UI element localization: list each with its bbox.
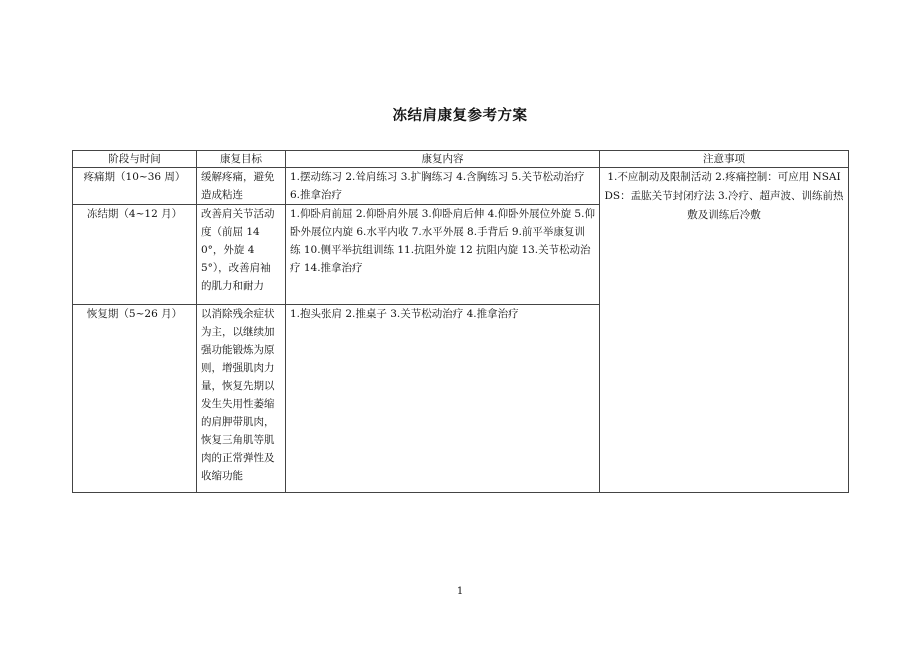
stage-cell: 疼痛期（10~36 周） bbox=[73, 168, 197, 205]
header-stage: 阶段与时间 bbox=[73, 151, 197, 168]
goal-cell: 改善肩关节活动度（前屈 140°，外旋 45°），改善肩袖的肌力和耐力 bbox=[197, 205, 286, 305]
goal-cell: 以消除残余症状为主，以继续加强功能锻炼为原则，增强肌肉力量，恢复先期以发生失用性萎缩的肩胛带肌肉，恢复三角肌等肌肉的正常弹性及收缩功能 bbox=[197, 305, 286, 493]
table-header-row bbox=[73, 151, 849, 168]
document-title: 冻结肩康复参考方案 bbox=[392, 108, 528, 124]
header-goal: 康复目标 bbox=[197, 151, 286, 168]
stage-cell: 冻结期（4~12 月） bbox=[73, 205, 197, 305]
header-notes: 注意事项 bbox=[600, 151, 849, 168]
rehab-plan-table bbox=[72, 150, 849, 493]
goal-cell: 缓解疼痛，避免造成粘连 bbox=[197, 168, 286, 205]
notes-cell: 1.不应制动及限制活动 2.疼痛控制：可应用 NSAIDS：盂肱关节封闭疗法 3.冷疗、超声波、训练前热敷及训练后冷敷 bbox=[600, 168, 849, 493]
stage-cell: 恢复期（5~26 月） bbox=[73, 305, 197, 493]
header-content: 康复内容 bbox=[286, 151, 600, 168]
table-row-pain-phase bbox=[73, 168, 849, 205]
content-cell: 1.抱头张肩 2.推桌子 3.关节松动治疗 4.推拿治疗 bbox=[286, 305, 600, 493]
content-cell: 1.仰卧肩前屈 2.仰卧肩外展 3.仰卧肩后伸 4.仰卧外展位外旋 5.仰卧外展位内旋 6.水平内收 7.水平外展 8.手背后 9.前平举康复训练 10.侧平举抗组训练 11.抗阻外旋 12 抗阻内旋 13.关节松动治疗 14.推拿治疗 bbox=[286, 205, 600, 305]
page-number: 1 bbox=[456, 586, 464, 597]
content-cell: 1.摆动练习 2.耸肩练习 3.扩胸练习 4.含胸练习 5.关节松动治疗 6.推拿治疗 bbox=[286, 168, 600, 205]
